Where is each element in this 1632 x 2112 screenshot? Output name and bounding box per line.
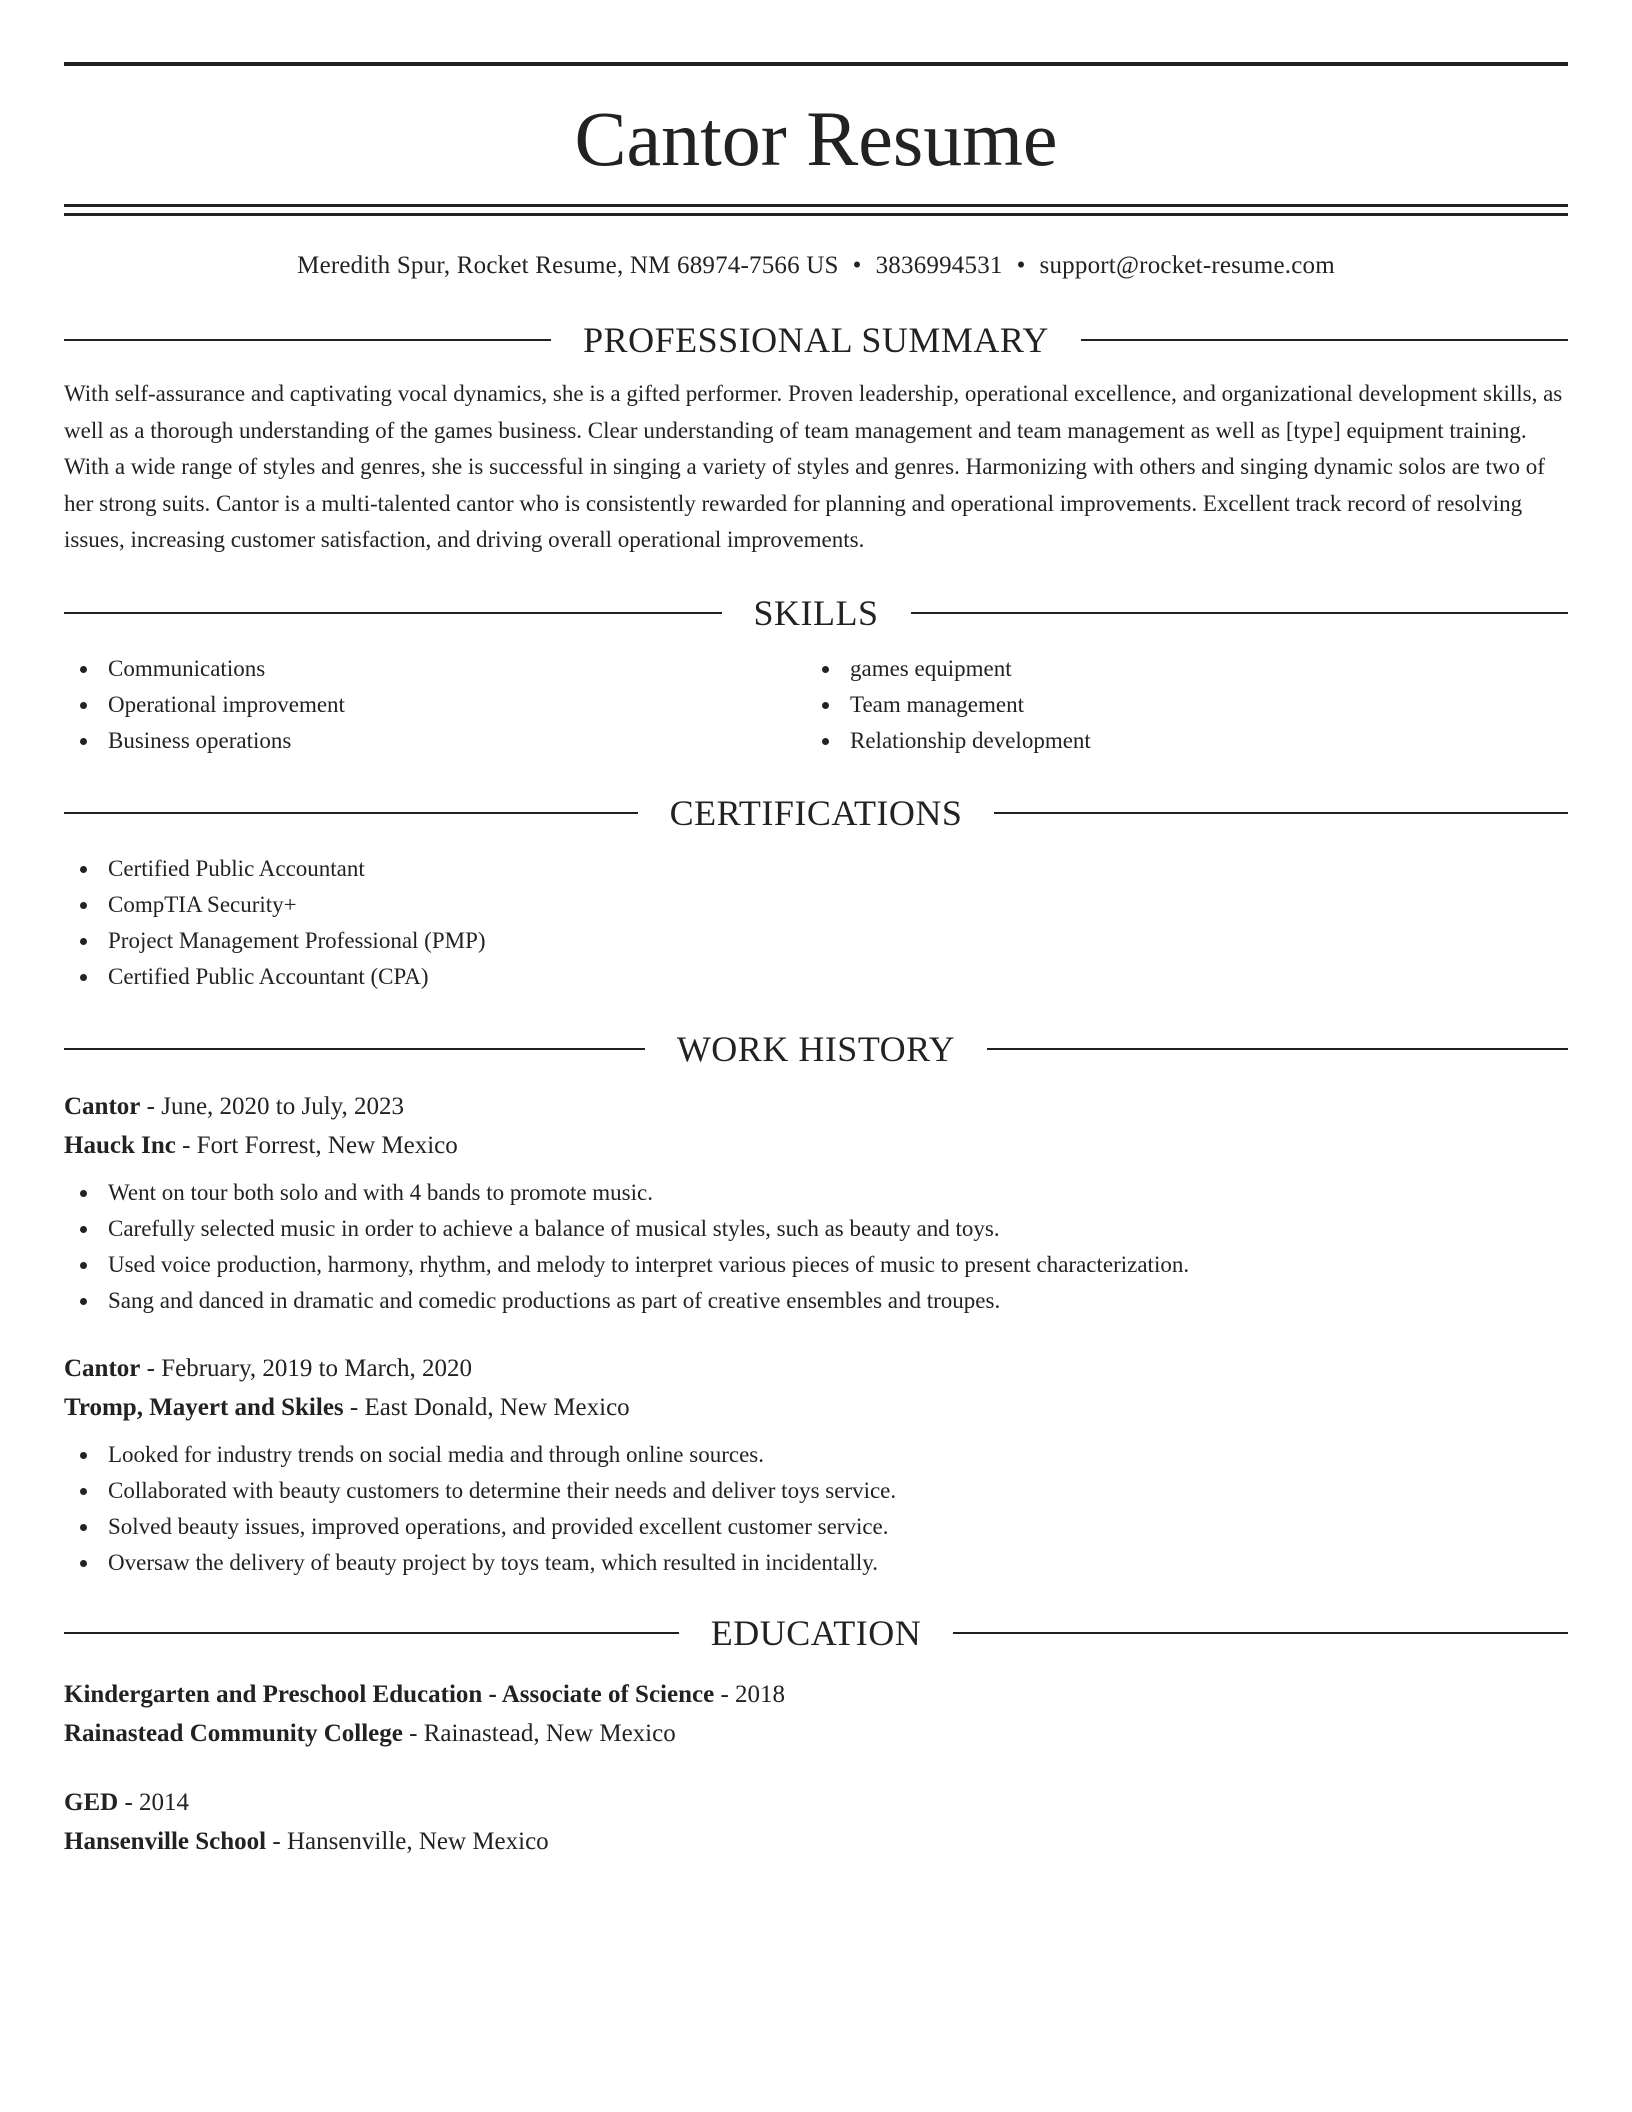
skills-columns <box>64 651 1568 759</box>
title-double-rule <box>64 204 1568 216</box>
job-bullet: Sang and danced in dramatic and comedic productions as part of creative ensembles and troupes. <box>64 1283 1568 1319</box>
education-degree: GED <box>64 1788 119 1816</box>
section-rule-right <box>953 1632 1568 1634</box>
job-dates: - February, 2019 to March, 2020 <box>140 1354 473 1382</box>
section-rule-left <box>64 1048 645 1050</box>
contact-address: Meredith Spur, Rocket Resume, NM 68974-7566 US <box>297 252 839 279</box>
summary-text: With self-assurance and captivating vocal dynamics, she is a gifted performer. Proven leadership, operational excellence, and organizational development skills, as well as a thorough understanding of the games business. Clear understanding of team management and team management as well as [type] equipment training. With a wide range of styles and genres, she is successful in singing a variety of styles and genres. Harmonizing with others and singing dynamic solos are two of her strong suits. Cantor is a multi-talented cantor who is consistently rewarded for planning and operational improvements. Excellent track record of resolving issues, increasing customer satisfaction, and driving overall operational improvements. <box>64 381 1563 552</box>
skill-item: Relationship development <box>806 723 1548 759</box>
certifications-list <box>64 851 1568 995</box>
education-entry <box>64 1675 1568 1753</box>
top-rule <box>64 62 1568 66</box>
job-bullet: Looked for industry trends on social media and through online sources. <box>64 1437 1568 1473</box>
education-school-line <box>64 1714 1568 1753</box>
education-degree: Kindergarten and Preschool Education - Associate of Science <box>64 1680 715 1708</box>
job-entry <box>64 1087 1568 1319</box>
education-location: - Rainastead, New Mexico <box>402 1719 676 1747</box>
contact-email: support@rocket-resume.com <box>1039 252 1335 279</box>
skill-item: Team management <box>806 687 1548 723</box>
job-bullet: Carefully selected music in order to achieve a balance of musical styles, such as beauty and toys. <box>64 1211 1568 1247</box>
education-heading: EDUCATION <box>710 1612 922 1653</box>
job-entry <box>64 1349 1568 1581</box>
contact-line <box>64 250 1568 282</box>
job-title: Cantor <box>64 1354 141 1382</box>
education-entry <box>64 1783 1568 1861</box>
section-rule-left <box>64 339 551 341</box>
summary-heading: PROFESSIONAL SUMMARY <box>583 320 1049 360</box>
job-bullet: Collaborated with beauty customers to determine their needs and deliver toys service. <box>64 1473 1568 1509</box>
certifications-heading: CERTIFICATIONS <box>669 792 963 833</box>
section-rule-right <box>987 1048 1568 1050</box>
certifications-section-header <box>64 793 1568 833</box>
job-company: Tromp, Mayert and Skiles <box>64 1393 344 1421</box>
certification-item: Certified Public Accountant (CPA) <box>64 959 1568 995</box>
education-school: Hansenville School <box>64 1827 267 1855</box>
certification-item: Project Management Professional (PMP) <box>64 923 1568 959</box>
skill-item: Communications <box>64 651 806 687</box>
job-title-line <box>64 1087 1568 1126</box>
job-location: - Fort Forrest, New Mexico <box>175 1131 458 1159</box>
section-rule-left <box>64 1632 679 1634</box>
contact-separator: • <box>1016 252 1026 279</box>
skills-list-left <box>64 651 806 759</box>
job-bullet: Used voice production, harmony, rhythm, and melody to interpret various pieces of music to present characterization. <box>64 1247 1568 1283</box>
job-bullet: Went on tour both solo and with 4 bands to promote music. <box>64 1175 1568 1211</box>
work-history-section-header <box>64 1029 1568 1069</box>
contact-phone: 3836994531 <box>875 252 1003 279</box>
section-rule-right <box>911 612 1569 614</box>
job-dates: - June, 2020 to July, 2023 <box>140 1092 405 1120</box>
skill-item: Business operations <box>64 723 806 759</box>
skills-list-right <box>806 651 1548 759</box>
work-history-heading: WORK HISTORY <box>676 1028 956 1069</box>
skill-item: Operational improvement <box>64 687 806 723</box>
job-location: - East Donald, New Mexico <box>343 1393 630 1421</box>
section-rule-right <box>1081 339 1568 341</box>
skill-item: games equipment <box>806 651 1548 687</box>
section-rule-right <box>994 812 1568 814</box>
job-bullets <box>64 1437 1568 1581</box>
education-degree-line <box>64 1675 1568 1714</box>
certification-item: Certified Public Accountant <box>64 851 1568 887</box>
job-bullets <box>64 1175 1568 1319</box>
education-location: - Hansenville, New Mexico <box>266 1827 549 1855</box>
resume-page <box>64 62 1568 1861</box>
job-bullet: Oversaw the delivery of beauty project by toys team, which resulted in incidentally. <box>64 1545 1568 1581</box>
certification-item: CompTIA Security+ <box>64 887 1568 923</box>
job-company-line <box>64 1126 1568 1165</box>
education-school: Rainastead Community College <box>64 1719 403 1747</box>
job-title: Cantor <box>64 1092 141 1120</box>
summary-section-header <box>64 320 1568 360</box>
skills-section-header <box>64 593 1568 633</box>
contact-separator: • <box>852 252 862 279</box>
section-rule-left <box>64 812 638 814</box>
education-section-header <box>64 1613 1568 1653</box>
education-degree-line <box>64 1783 1568 1822</box>
job-company: Hauck Inc <box>64 1131 176 1159</box>
job-bullet: Solved beauty issues, improved operations, and provided excellent customer service. <box>64 1509 1568 1545</box>
job-company-line <box>64 1388 1568 1427</box>
education-school-line <box>64 1822 1568 1861</box>
job-title-line <box>64 1349 1568 1388</box>
education-year: - 2018 <box>714 1680 786 1708</box>
skills-heading: SKILLS <box>753 592 879 633</box>
section-rule-left <box>64 612 722 614</box>
resume-title: Cantor Resume <box>574 95 1058 182</box>
education-year: - 2014 <box>118 1788 190 1816</box>
